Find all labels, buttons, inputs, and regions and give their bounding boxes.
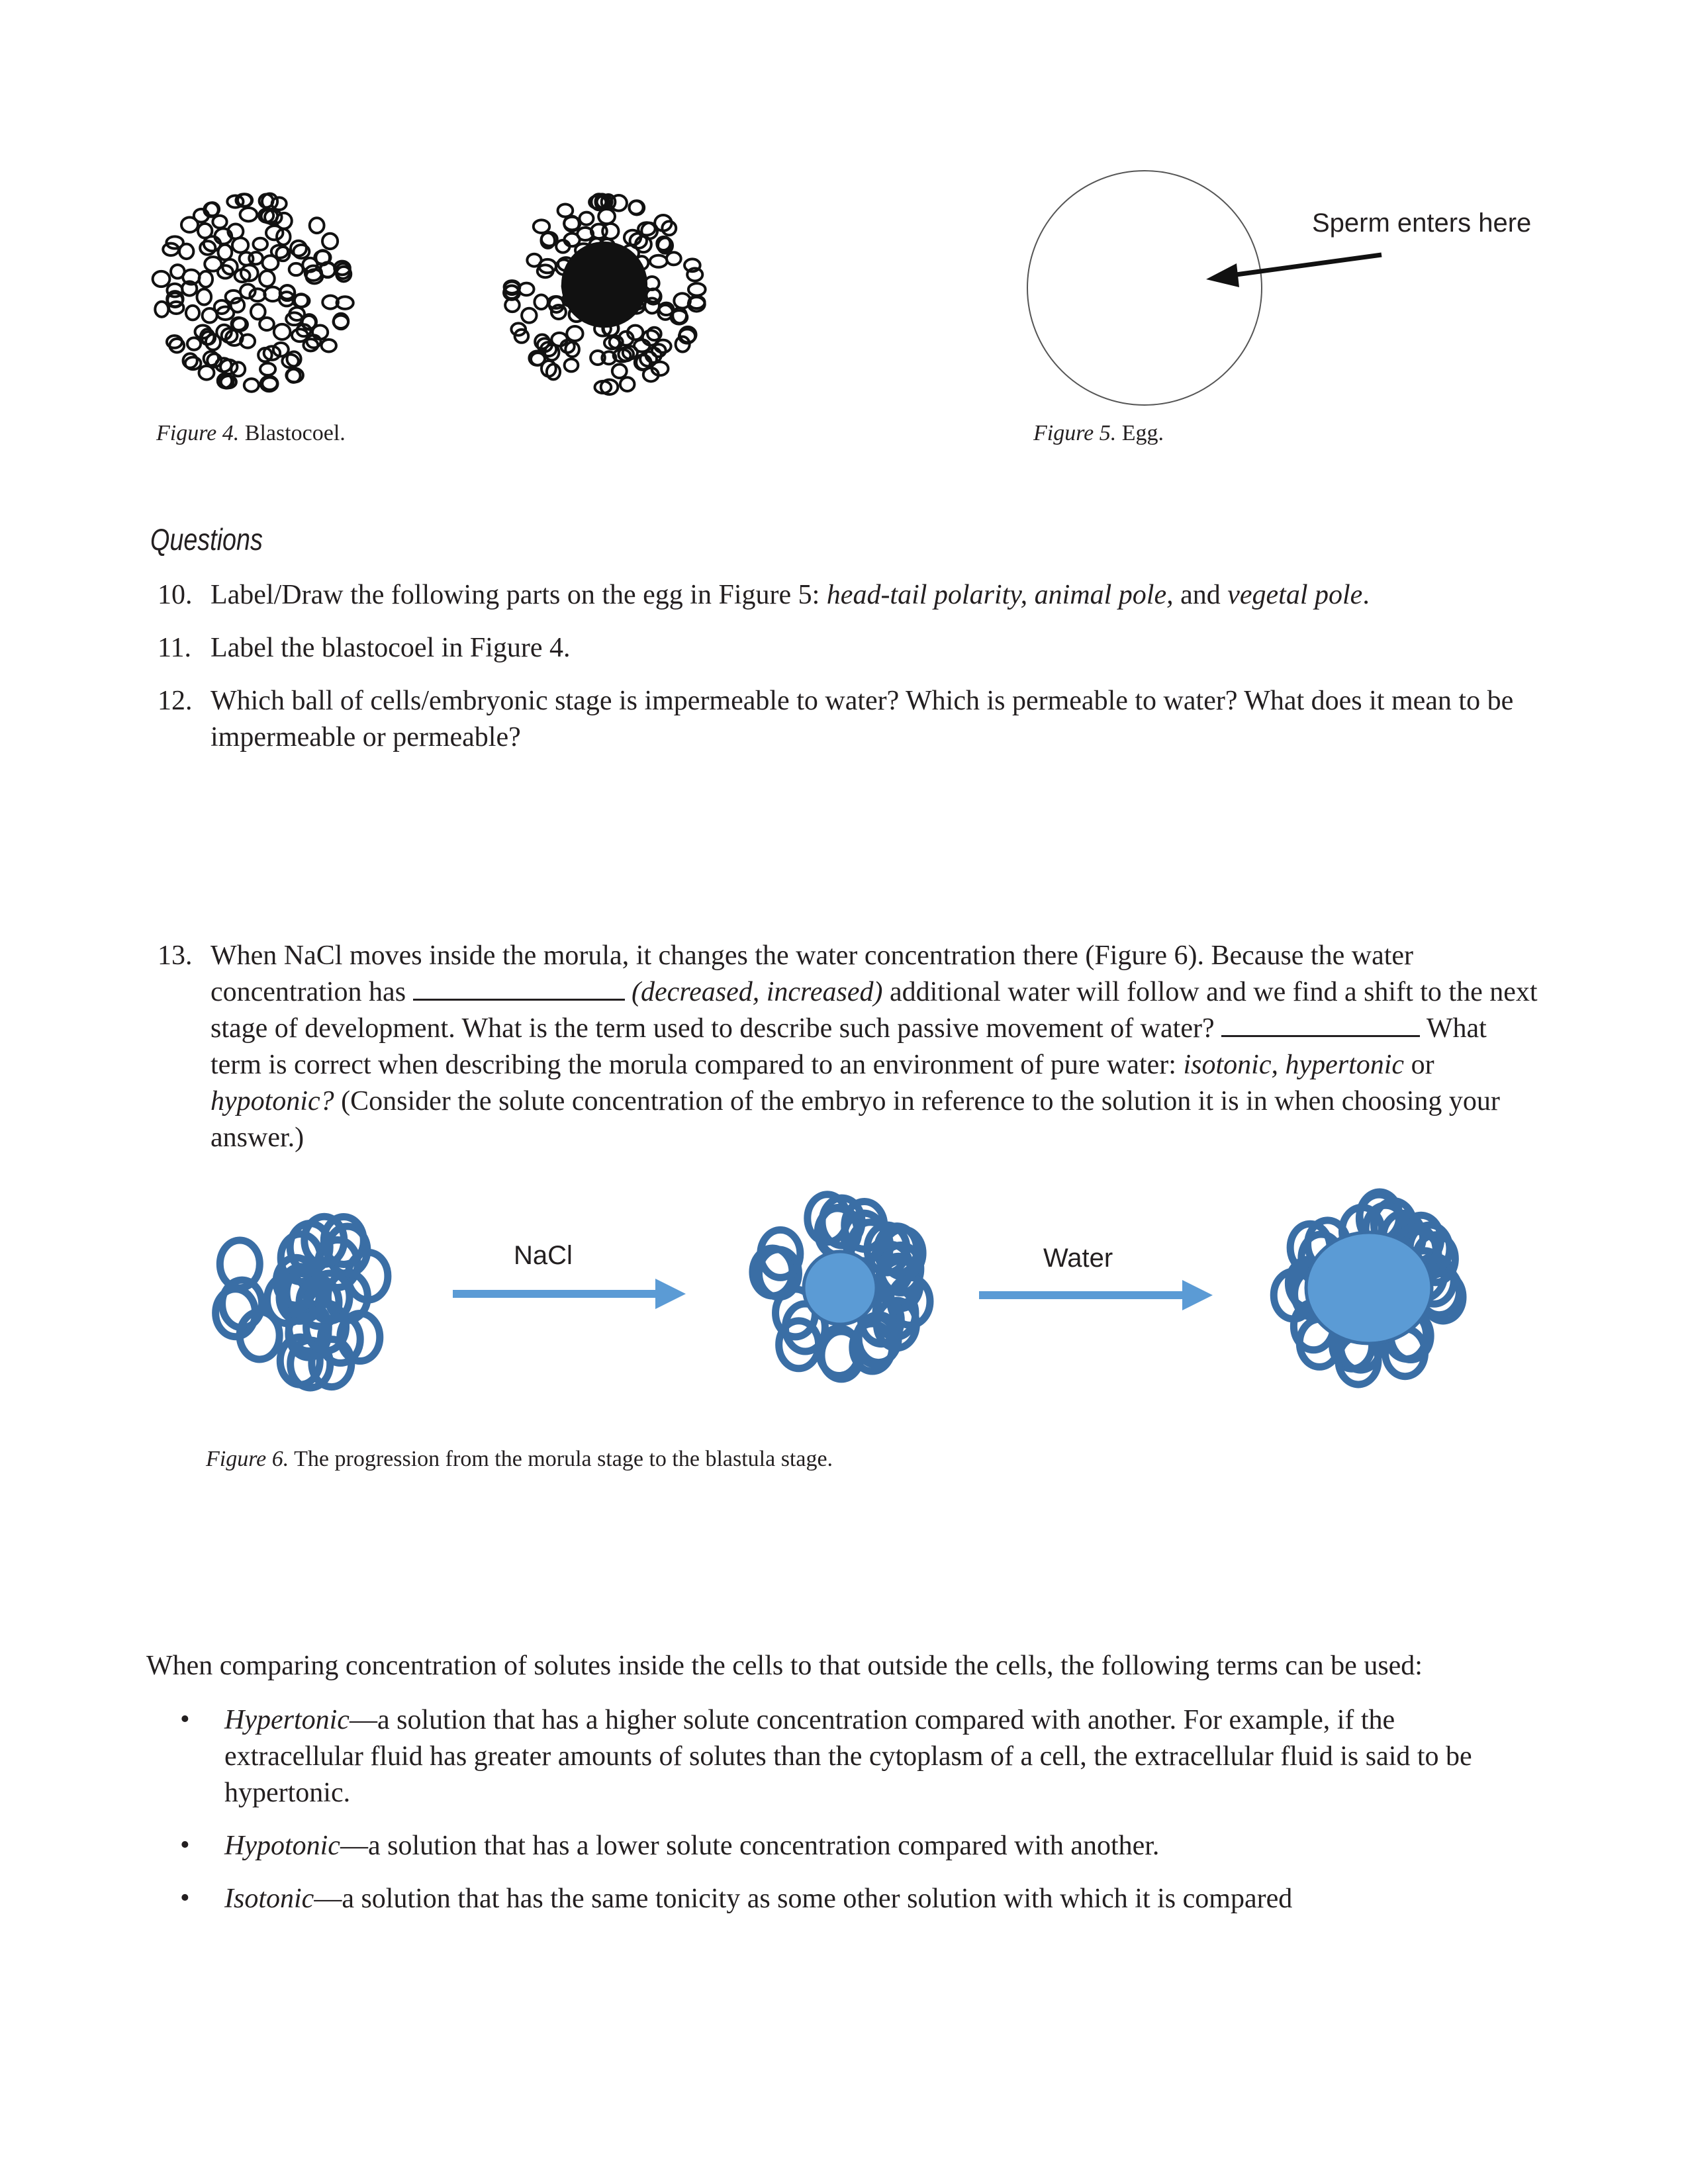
question-number: 13. <box>158 940 193 971</box>
figure-label: Figure 5. <box>1033 421 1117 445</box>
blastocoel-drawing-section <box>504 194 706 394</box>
question-text: . <box>1362 580 1370 610</box>
cell <box>212 216 226 228</box>
cell <box>310 218 324 233</box>
question-text: Which ball of cells/embryonic stage is impermeable to water? Which is permeable to water? What does it mean to be impermeable or permeable? <box>211 686 1514 752</box>
blastocoel <box>1306 1232 1432 1343</box>
cell <box>186 306 199 320</box>
egg-circle <box>1027 171 1262 405</box>
bullet: • <box>180 1704 190 1735</box>
nacl-arrow <box>453 1279 686 1309</box>
sperm-arrow <box>1206 255 1382 287</box>
morula-cells <box>216 1216 388 1388</box>
question-text: Label/Draw the following parts on the egg in Figure 5: <box>211 580 827 610</box>
caption-text: Egg. <box>1116 421 1164 445</box>
cell <box>205 257 221 271</box>
question-number: 11. <box>158 633 191 663</box>
cell <box>260 363 275 375</box>
cell <box>187 338 201 349</box>
cell <box>303 339 318 351</box>
cell <box>251 304 265 320</box>
term: Hypertonic <box>224 1705 350 1735</box>
term: Hypotonic <box>224 1831 340 1861</box>
cell <box>200 241 215 255</box>
figure6-caption <box>206 1447 833 1472</box>
dark-core <box>561 242 647 328</box>
cell <box>650 255 667 267</box>
answer-blank-term[interactable] <box>1221 1011 1420 1037</box>
cell <box>322 340 336 352</box>
cell <box>620 377 635 391</box>
figure-label: Figure 4. <box>156 421 240 445</box>
cell <box>295 294 308 307</box>
cell <box>232 238 248 252</box>
answer-blank-concentration[interactable] <box>413 975 625 1001</box>
cell <box>199 366 214 380</box>
question-text: or <box>1404 1050 1434 1080</box>
cell <box>259 271 275 287</box>
cell <box>199 271 213 287</box>
question-number: 10. <box>158 580 193 610</box>
cell <box>667 252 681 265</box>
cell <box>238 194 252 206</box>
cell <box>276 213 292 229</box>
bullet: • <box>180 1883 190 1913</box>
cell <box>567 326 583 341</box>
cell <box>522 308 536 323</box>
question-text: When NaCl moves inside the morula, it changes the water concentration there (Figure 6). Because the water concentration has <box>211 940 1414 1007</box>
question-text: and <box>1173 580 1228 610</box>
figure4-caption <box>156 421 346 446</box>
caption-text: Blastocoel. <box>239 421 346 445</box>
cell <box>289 263 303 275</box>
figure5-caption <box>1033 421 1164 446</box>
cell <box>612 364 627 378</box>
cell <box>274 324 291 340</box>
options: (decreased, increased) <box>632 977 883 1007</box>
caption-text: The progression from the morula stage to the blastula stage. <box>289 1447 833 1471</box>
cell <box>527 254 541 267</box>
term: Isotonic <box>224 1884 314 1914</box>
cell <box>534 220 549 233</box>
cell <box>249 252 263 264</box>
cell <box>253 238 267 250</box>
question-number: 12. <box>158 686 193 716</box>
cell <box>519 283 534 296</box>
cell <box>534 295 547 309</box>
cell <box>598 209 615 224</box>
blastula-cells <box>1274 1192 1463 1385</box>
water-label: Water <box>1043 1244 1113 1273</box>
cell <box>322 234 338 249</box>
question-text: Label the blastocoel in Figure 4. <box>211 633 571 663</box>
cell <box>558 205 573 217</box>
terms-intro: When comparing concentration of solutes inside the cells to that outside the cells, the following terms can be used: <box>146 1651 1423 1681</box>
options: isotonic, hypertonic <box>1183 1050 1405 1080</box>
blastocoel <box>804 1251 876 1324</box>
definition: —a solution that has a lower solute concentration compared with another. <box>340 1831 1160 1861</box>
sperm-annotation: Sperm enters here <box>1312 208 1532 238</box>
morula-with-nacl <box>753 1195 930 1379</box>
term: vegetal pole <box>1227 580 1363 610</box>
cell <box>198 224 212 238</box>
blastocoel-drawing-outer <box>153 194 353 392</box>
cell <box>171 265 185 278</box>
cell <box>287 369 300 383</box>
cell <box>250 289 265 301</box>
cell <box>203 308 217 323</box>
question-text: (Consider the solute concentration of the embryo in reference to the solution it is in when choosing your answer.) <box>211 1086 1500 1153</box>
cell <box>334 316 349 328</box>
bullet: • <box>180 1830 190 1860</box>
term: animal pole, <box>1034 580 1174 610</box>
cell <box>579 212 593 225</box>
question-text <box>1027 580 1035 610</box>
nacl-label: NaCl <box>514 1241 573 1270</box>
question-text: What term is correct when describing the morula compared to an environment of pure water: <box>211 1013 1487 1080</box>
definition: —a solution that has a higher solute concentration compared with another. For example, if the extracellular fluid has greater amounts of solutes than the cytoplasm of a cell, the extracellular fluid is said to be hypertonic. <box>224 1705 1472 1808</box>
cell <box>272 197 287 210</box>
cell <box>688 283 706 296</box>
cell <box>153 271 170 287</box>
cell <box>565 359 579 371</box>
cell <box>240 208 258 221</box>
cell <box>197 289 211 305</box>
term: head-tail polarity, <box>826 580 1028 610</box>
cell <box>155 302 168 317</box>
options: hypotonic? <box>211 1086 334 1116</box>
questions-heading: Questions <box>150 522 263 557</box>
cell <box>244 379 259 391</box>
definition: —a solution that has the same tonicity as some other solution with which it is compared <box>314 1884 1293 1914</box>
water-arrow <box>979 1280 1213 1310</box>
cell <box>259 318 274 330</box>
figure-label: Figure 6. <box>206 1447 289 1471</box>
question-text: additional water will follow and we find a shift to the next stage of development. What is the term used to describe such passive movement of water? <box>211 977 1538 1044</box>
